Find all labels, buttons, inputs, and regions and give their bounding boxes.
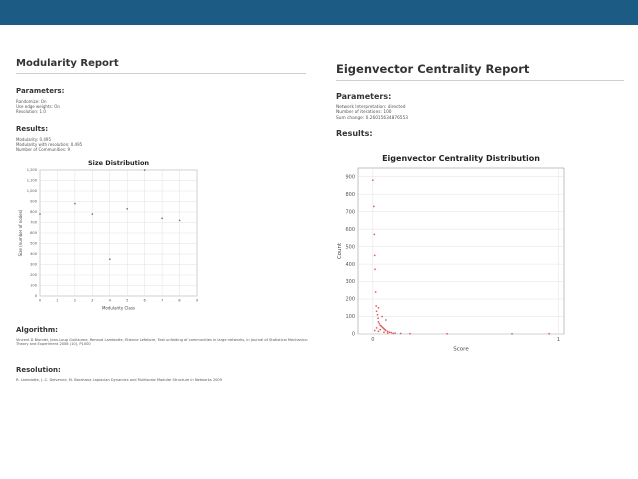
x-tick-label: 5 (126, 298, 129, 303)
data-point (548, 333, 550, 335)
divider (336, 80, 624, 81)
y-tick-label: 700 (30, 220, 37, 225)
size-distribution-chart (10, 156, 205, 316)
y-tick-label: 200 (30, 273, 37, 278)
x-tick-label: 1 (556, 337, 561, 343)
data-point (378, 331, 380, 333)
x-tick-label: 2 (73, 298, 77, 303)
data-point (393, 333, 395, 335)
y-tick-label: 100 (30, 283, 37, 288)
parameter-line: Network Interpretation: directed (336, 105, 406, 110)
data-point (376, 327, 378, 329)
plot-area (358, 168, 564, 334)
y-axis-label: Count (337, 242, 343, 260)
data-point (376, 311, 378, 313)
data-point (144, 169, 145, 170)
parameters-heading: Parameters: (16, 87, 65, 95)
x-tick-label: 0 (38, 298, 42, 303)
y-tick-label: 800 (345, 191, 355, 198)
y-tick-label: 600 (345, 226, 355, 233)
data-point (74, 203, 75, 204)
top-banner (0, 0, 638, 25)
data-point (374, 330, 376, 332)
data-point (383, 332, 385, 334)
data-point (179, 220, 180, 221)
x-tick-label: 0 (371, 337, 375, 343)
data-point (389, 332, 391, 334)
results-heading: Results: (16, 125, 48, 133)
result-line: Number of Communities: 9 (16, 147, 71, 152)
results-heading: Results: (336, 129, 373, 139)
x-axis-label: Score (453, 346, 469, 353)
data-point (161, 218, 162, 219)
x-tick-label: 7 (160, 298, 164, 303)
y-tick-label: 800 (30, 210, 37, 215)
chart-title: Eigenvector Centrality Distribution (382, 154, 540, 163)
data-point (378, 321, 380, 323)
y-tick-label: 600 (30, 231, 37, 236)
data-point (127, 208, 128, 209)
parameter-line: Randomize: On (16, 99, 47, 104)
eigenvector-report (336, 62, 626, 138)
y-tick-label: 500 (30, 241, 37, 246)
parameters-list (336, 105, 626, 121)
x-tick-label: 9 (195, 298, 199, 303)
parameter-line: Resolution: 1.0 (16, 109, 46, 114)
resolution-text: R. Lambiotte, J.-C. Delvenne, M. Barahona Laplacian Dynamics and Multiscale Modular Structure in Networks 2009 (16, 377, 222, 382)
y-tick-label: 700 (345, 209, 355, 216)
x-tick-label: 1 (56, 298, 59, 303)
result-line: Modularity: 0.495 (16, 137, 52, 142)
algorithm-text: Vincent D Blondel, Jean-Loup Guillaume, Renaud Lambiotte, Etienne Lefebvre, Fast unfolding of communities in large networks, in Journal of Statistical Mechanics: Theory and Experiment 2008 (10), P1000 (16, 338, 309, 347)
data-point (409, 333, 411, 335)
data-point (109, 259, 110, 260)
data-point (381, 316, 383, 318)
modularity-title: Modularity Report (16, 58, 119, 69)
y-tick-label: 300 (345, 279, 355, 286)
y-tick-label: 900 (30, 199, 37, 204)
y-tick-label: 0 (34, 294, 37, 299)
data-point (373, 206, 375, 208)
y-tick-label: 0 (351, 331, 355, 338)
data-point (385, 319, 387, 321)
data-point (377, 318, 379, 320)
data-point (511, 333, 512, 335)
data-point (379, 323, 381, 325)
data-point (380, 329, 382, 331)
eigenvector-distribution-chart (334, 150, 574, 360)
x-tick-label: 8 (178, 298, 181, 303)
data-point (387, 332, 389, 334)
data-point (39, 213, 40, 214)
modularity-report (16, 58, 306, 152)
y-tick-label: 400 (30, 252, 37, 257)
resolution-heading: Resolution: (16, 365, 61, 374)
data-point (400, 333, 402, 335)
data-point (394, 332, 396, 334)
x-tick-label: 4 (108, 298, 111, 303)
y-tick-label: 400 (345, 261, 355, 268)
data-point (377, 314, 379, 316)
parameters-list (16, 99, 306, 114)
y-tick-label: 900 (345, 174, 355, 181)
x-tick-label: 3 (91, 298, 94, 303)
data-point (375, 305, 377, 307)
divider (16, 73, 306, 74)
data-point (372, 179, 374, 181)
data-point (374, 269, 376, 271)
data-point (385, 330, 387, 332)
algorithm-heading: Algorithm: (16, 326, 58, 334)
parameter-line: Use edge weights: On (16, 104, 60, 109)
y-axis-label: Size (number of nodes) (18, 209, 23, 257)
data-point (374, 255, 376, 256)
eigenvector-title: Eigenvector Centrality Report (336, 62, 530, 76)
y-tick-label: 200 (345, 296, 355, 303)
data-point (446, 333, 448, 335)
y-tick-label: 100 (345, 314, 355, 321)
result-line: Modularity with resolution: 0.495 (16, 142, 83, 147)
data-point (375, 291, 377, 293)
y-tick-label: 1,100 (26, 178, 37, 183)
data-point (92, 213, 93, 214)
y-tick-label: 300 (30, 262, 37, 267)
parameters-heading: Parameters: (336, 92, 392, 101)
x-axis-label: Modularity Class (101, 305, 136, 311)
results-list (16, 137, 306, 152)
y-tick-label: 500 (345, 244, 355, 251)
data-point (374, 234, 376, 236)
data-point (378, 307, 380, 309)
y-tick-label: 1,200 (26, 168, 37, 173)
chart-title: Size Distribution (87, 159, 150, 167)
data-point (391, 332, 393, 334)
x-tick-label: 6 (143, 298, 146, 303)
parameter-line: Number of iterations: 100 (336, 110, 392, 116)
parameter-line: Sum change: 0.26015634876553 (336, 115, 409, 121)
data-point (387, 331, 389, 333)
y-tick-label: 1,000 (26, 189, 37, 194)
modularity-footer (16, 326, 311, 382)
